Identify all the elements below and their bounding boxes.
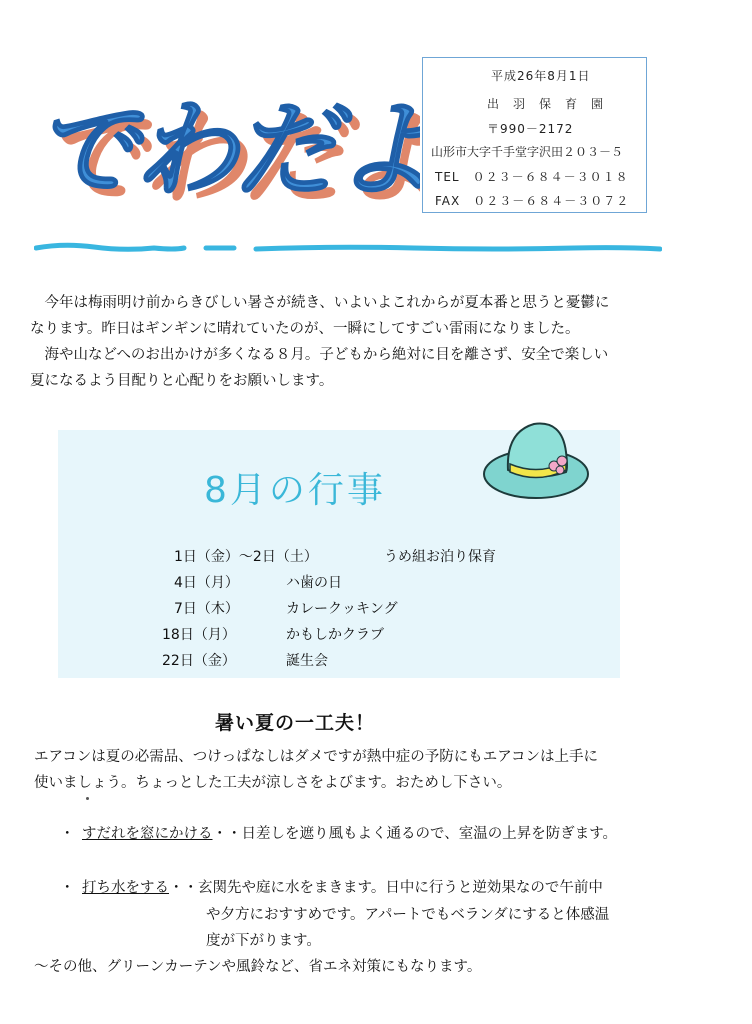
event-date: 1日（金）～2日（土）	[174, 549, 318, 565]
events-heading: 8月の行事	[204, 470, 386, 511]
tip-description: ・・日差しを遮り風もよく通るので、室温の上昇を防ぎます。	[212, 826, 618, 842]
tips-heading: 暑い夏の一工夫！	[215, 712, 376, 734]
tip-description: ・・玄関先や庭に水をまきます。日中に行うと逆効果なので午前中	[169, 880, 603, 896]
event-name: うめ組お泊り保育	[384, 549, 496, 565]
bullet-mark: ・	[60, 826, 75, 842]
sun-hat-icon	[480, 412, 598, 512]
wave-divider	[34, 236, 662, 260]
event-row	[162, 624, 562, 644]
event-row	[162, 650, 562, 670]
intro-line: 夏になるよう目配りと心配りをお願いします。	[30, 373, 334, 389]
event-date: 7日（木）	[174, 601, 239, 617]
fax-number: FAX ０２３－６８４－３０７２	[435, 194, 630, 208]
intro-line: 海や山などへのお出かけが多くなる８月。子どもから絶対に目を離さず、安全で楽しい	[30, 347, 609, 363]
event-row	[174, 572, 574, 592]
tips-closing: ～その他、グリーンカーテンや風鈴など、省エネ対策にもなります。	[34, 959, 482, 975]
nursery-name: 出 羽 保 育 園	[487, 97, 605, 111]
issue-date: 平成26年8月1日	[491, 69, 591, 83]
event-row	[174, 546, 574, 566]
event-name: カレークッキング	[286, 601, 398, 617]
event-name: 誕生会	[286, 653, 328, 669]
tip-label: すだれを窓にかける	[82, 826, 213, 842]
tip-text	[82, 822, 617, 846]
tips-intro-line: エアコンは夏の必需品、つけっぱなしはダメですが熱中症の予防にもエアコンは上手に	[34, 749, 599, 765]
tip-continuation: 度が下がります。	[206, 933, 321, 949]
stray-dot	[86, 797, 89, 800]
tips-intro	[34, 744, 714, 796]
intro-paragraph	[30, 290, 698, 394]
intro-line: 今年は梅雨明け前からきびしい暑さが続き、いよいよこれからが夏本番と思うと憂鬱に	[30, 295, 610, 311]
address: 山形市大字千手堂字沢田２０３－５	[431, 145, 624, 159]
nursery-info-box	[422, 57, 647, 213]
tip-label: 打ち水をする	[82, 880, 169, 896]
tip-continuation: や夕方におすすめです。アパートでもベランダにすると体感温	[206, 907, 610, 923]
bullet-mark: ・	[60, 880, 75, 896]
event-name: かもしかクラブ	[286, 627, 384, 643]
intro-line: なります。昨日はギンギンに晴れていたのが、一瞬にしてすごい雷雨になりました。	[30, 321, 580, 337]
newsletter-title	[30, 62, 420, 222]
title-shadow: でわだ	[42, 97, 343, 219]
tel-number: TEL ０２３－６８４－３０１８	[435, 170, 629, 184]
event-name: ハ歯の日	[286, 575, 342, 591]
event-date: 4日（月）	[174, 575, 239, 591]
event-date: 22日（金）	[162, 653, 236, 669]
tips-intro-line: 使いましょう。ちょっとした工夫が涼しさをよびます。おためし下さい。	[34, 775, 512, 791]
title-main: でわだ	[34, 89, 335, 211]
event-date: 18日（月）	[162, 627, 236, 643]
newsletter-title-art	[30, 62, 420, 222]
event-row	[174, 598, 574, 618]
postal-code: 〒990－2172	[487, 122, 574, 136]
tip-text	[82, 876, 603, 900]
